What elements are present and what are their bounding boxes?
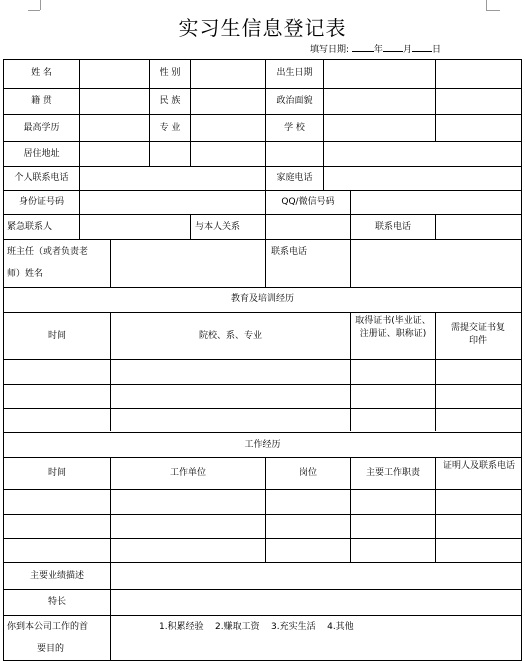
name-label: 姓 名 <box>31 68 52 78</box>
day-blank[interactable] <box>412 42 432 52</box>
purpose-options: 1.积累经验 2.赚取工资 3.充实生活 4.其他 <box>159 622 354 632</box>
fill-date-line <box>310 42 441 55</box>
personal-phone-label: 个人联系电话 <box>14 173 69 183</box>
relationship-label: 与本人关系 <box>195 222 241 232</box>
work-header-position: 岗位 <box>298 468 317 478</box>
qq-wechat-label: QQ/微信号码 <box>281 197 335 207</box>
address-input-cell[interactable] <box>80 142 521 166</box>
performance-label: 主要业绩描述 <box>29 571 84 581</box>
year-blank[interactable] <box>352 42 374 52</box>
specialty-label: 特长 <box>47 597 66 607</box>
month-label: 月 <box>402 45 412 55</box>
home-phone-label: 家庭电话 <box>276 173 313 183</box>
political-status-label: 政治面貌 <box>276 96 313 106</box>
edu-header-school: 院校、系、专业 <box>198 331 262 341</box>
birth-date-label: 出生日期 <box>276 68 313 78</box>
photo-cell[interactable] <box>436 60 521 141</box>
education-section-title: 教育及培训经历 <box>230 294 294 304</box>
major-label: 专 业 <box>159 123 181 133</box>
work-header-time: 时间 <box>47 468 66 478</box>
birth-input-cell[interactable] <box>324 60 435 88</box>
form-table <box>3 59 522 661</box>
fill-date-label: 填写日期: <box>310 45 350 55</box>
form-title: 实习生信息登记表 <box>178 16 347 40</box>
gender-label: 性 别 <box>159 68 181 78</box>
year-label: 年 <box>373 45 383 55</box>
school-label: 学 校 <box>284 123 305 133</box>
gender-input-cell[interactable] <box>191 60 265 88</box>
work-header-unit: 工作单位 <box>169 468 206 478</box>
edu-header-time: 时间 <box>47 331 66 341</box>
teacher-phone-label: 联系电话 <box>271 247 308 257</box>
purpose-label-line2: 要目的 <box>37 644 65 654</box>
teacher-name-label-line1: 班主任（或者负责老 <box>7 247 89 257</box>
work-section-title: 工作经历 <box>244 440 281 450</box>
edu-header-certificate: 取得证书(毕业证、注册证、职称证) <box>355 316 431 339</box>
purpose-label-line1: 你到本公司工作的首 <box>7 622 89 632</box>
corner-mark-top-right <box>486 0 497 10</box>
corner-mark-top-left <box>30 0 41 10</box>
ethnicity-label: 民 族 <box>159 96 181 106</box>
emergency-contact-label: 紧急联系人 <box>7 222 53 232</box>
native-place-label: 籍 贯 <box>31 96 52 106</box>
address-label: 居住地址 <box>23 149 60 159</box>
name-input-cell[interactable] <box>80 60 149 88</box>
teacher-name-label-line2: 师）姓名 <box>7 269 44 279</box>
id-number-label: 身份证号码 <box>18 197 64 207</box>
work-header-duties: 主要工作职责 <box>365 468 420 478</box>
edu-header-copy: 需提交证书复印件 <box>450 323 505 346</box>
work-header-reference: 证明人及联系电话 <box>442 461 515 471</box>
day-label: 日 <box>431 45 441 55</box>
month-blank[interactable] <box>383 42 403 52</box>
education-level-label: 最高学历 <box>23 123 60 133</box>
contact-phone-label: 联系电话 <box>374 222 411 232</box>
